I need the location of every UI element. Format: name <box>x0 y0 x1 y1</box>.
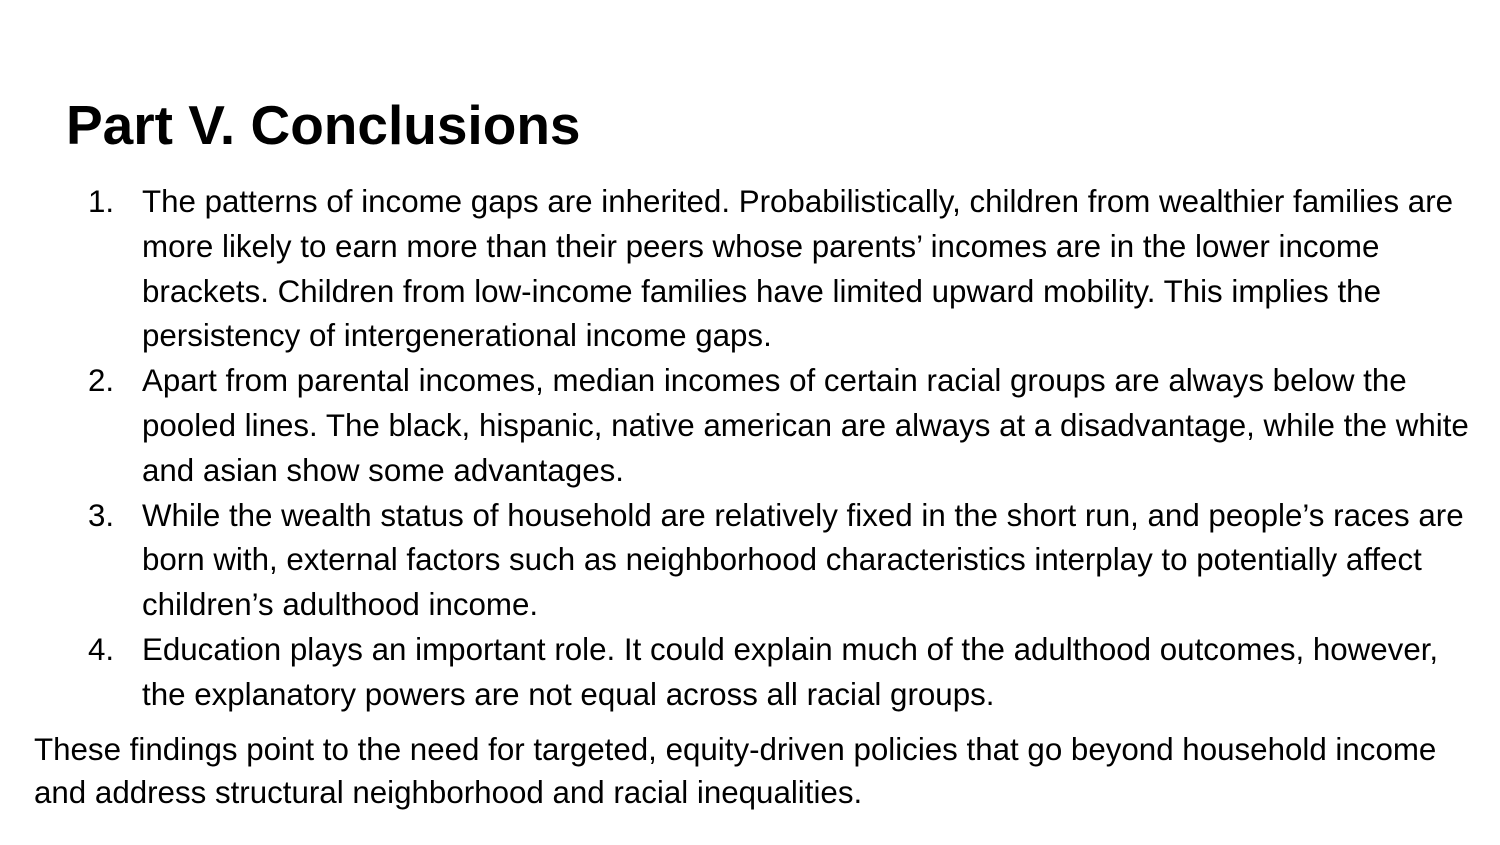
list-number: 2. <box>88 363 115 399</box>
list-number: 3. <box>88 497 115 533</box>
conclusion-item-1 <box>0 180 1470 359</box>
closing-statement: These findings point to the need for targeted, equity-driven policies that go beyond household income and address structural neighborhood and racial inequalities. <box>34 732 1437 810</box>
slide-title: Part V. Conclusions <box>66 94 581 156</box>
list-number: 1. <box>88 184 115 219</box>
list-number: 4. <box>88 631 115 667</box>
conclusion-text: Apart from parental incomes, median incomes of certain racial groups are always below the pooled lines. The black, hispanic, native american are always at a disadvantage, while the white and asian show some advantages. <box>142 363 1469 488</box>
conclusion-text: While the wealth status of household are relatively fixed in the short run, and people’s races are born with, external factors such as neighborhood characteristics interplay to potentially affect children’s adulthood income. <box>142 497 1464 623</box>
conclusion-item-2 <box>0 359 1470 493</box>
conclusions-list <box>0 180 1500 718</box>
conclusion-item-3 <box>0 494 1470 628</box>
conclusion-text: The patterns of income gaps are inherited. Probabilistically, children from wealthier families are more likely to earn more than their peers whose parents’ incomes are in the lower income brackets. Children from low-income families have limited upward mobility. This implies the persistency of intergenerational income gaps. <box>142 184 1454 354</box>
conclusion-text: Education plays an important role. It could explain much of the adulthood outcomes, however, the explanatory powers are not equal across all racial groups. <box>142 631 1439 712</box>
conclusion-item-4 <box>0 628 1470 718</box>
